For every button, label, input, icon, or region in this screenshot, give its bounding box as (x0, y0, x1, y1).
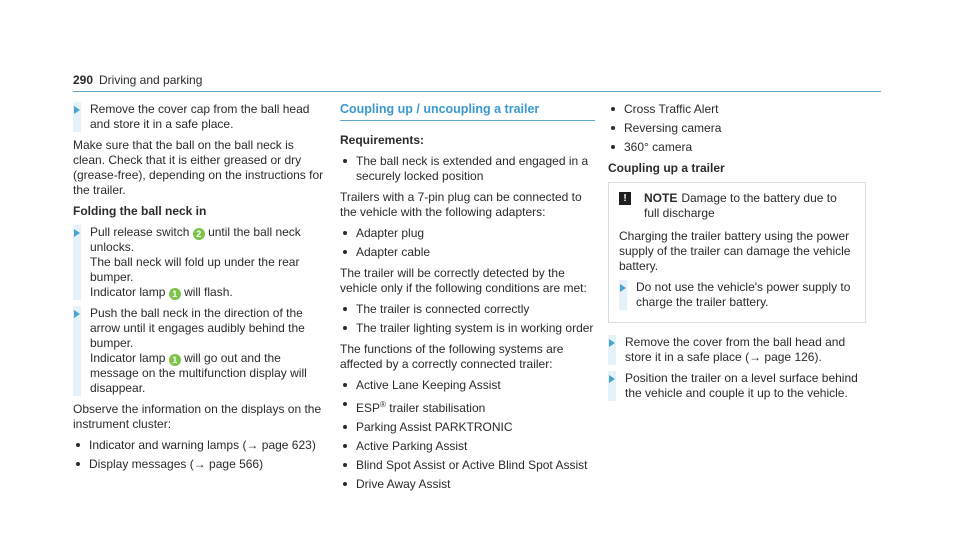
note-box (608, 182, 866, 323)
column-middle (340, 102, 595, 498)
list-item: Blind Spot Assist or Active Blind Spot Assist (340, 458, 595, 473)
page-number: 290 (73, 73, 94, 87)
step-arrow-icon (74, 106, 80, 114)
list-item: Adapter plug (340, 226, 595, 241)
section-heading: Coupling up / uncoupling a trailer (340, 102, 595, 121)
bullet-list (340, 154, 595, 184)
step-arrow-icon (609, 375, 615, 383)
page-reference-link[interactable]: (→ page 566) (189, 457, 264, 471)
callout-1-icon: 1 (169, 288, 181, 300)
list-item: ESP® trailer stabilisation (340, 397, 595, 416)
list-item: 360° camera (608, 140, 866, 155)
page-reference-link[interactable]: (→ page 623) (242, 438, 316, 452)
column-left (73, 102, 328, 478)
subheading-coupling: Coupling up a trailer (608, 161, 725, 175)
bullet-list (340, 378, 595, 492)
note-body: Charging the trailer battery using the power supply of the trailer can damage the vehicle battery. (619, 229, 851, 273)
column-right (608, 102, 866, 407)
list-item: Active Parking Assist (340, 439, 595, 454)
bullet-list (608, 102, 866, 155)
list-item: Cross Traffic Alert (608, 102, 866, 117)
list-item: The trailer lighting system is in working order (340, 321, 595, 336)
list-item: Display messages (→ page 566) (73, 457, 328, 472)
callout-1-icon: 1 (169, 354, 181, 366)
instruction-step: Remove the cover cap from the ball head and store it in a safe place. (73, 102, 328, 132)
list-item: The ball neck is extended and engaged in a securely locked position (340, 154, 595, 184)
instruction-step: Remove the cover from the ball head and store it in a safe place (→ page 126). (608, 335, 866, 365)
instruction-step: Do not use the vehicle's power supply to charge the trailer battery. (619, 280, 855, 310)
running-title: Driving and parking (99, 73, 203, 87)
paragraph: Trailers with a 7-pin plug can be connected to the vehicle with the following adapters: (340, 190, 582, 219)
warning-icon: ! (619, 192, 631, 205)
header-rule (73, 91, 881, 92)
list-item: Indicator and warning lamps (→ page 623) (73, 438, 328, 453)
page-reference-link[interactable]: (→ page 126). (745, 350, 822, 364)
list-item: Active Lane Keeping Assist (340, 378, 595, 393)
list-item: Parking Assist PARKTRONIC (340, 420, 595, 435)
bullet-list (73, 438, 328, 472)
subheading-requirements: Requirements: (340, 133, 425, 147)
instruction-step: Push the ball neck in the direction of the arrow until it engages audibly behind the bumper. Indicator lamp 1 will go out and the message on the multifunction display will disappear. (73, 306, 328, 396)
list-item: Adapter cable (340, 245, 595, 260)
note-title: Damage to the battery due to full discharge (644, 191, 837, 220)
note-label: NOTE (644, 191, 678, 205)
step-arrow-icon (74, 310, 80, 318)
bullet-list (340, 226, 595, 260)
step-arrow-icon (620, 284, 626, 292)
step-arrow-icon (74, 229, 80, 237)
list-item: The trailer is connected correctly (340, 302, 595, 317)
paragraph: The functions of the following systems are affected by a correctly connected trailer: (340, 342, 564, 371)
page-header (73, 0, 881, 93)
instruction-step: Pull release switch 2 until the ball neck unlocks. The ball neck will fold up under the rear bumper. Indicator lamp 1 will flash. (73, 225, 328, 300)
list-item: Reversing camera (608, 121, 866, 136)
step-arrow-icon (609, 339, 615, 347)
list-item: Drive Away Assist (340, 477, 595, 492)
callout-2-icon: 2 (193, 228, 205, 240)
instruction-step: Position the trailer on a level surface behind the vehicle and couple it up to the vehicle. (608, 371, 866, 401)
subheading-folding: Folding the ball neck in (73, 204, 207, 218)
paragraph: Make sure that the ball on the ball neck is clean. Check that it is either greased or dry (grease-free), depending on the instructions for the trailer. (73, 138, 324, 197)
bullet-list (340, 302, 595, 336)
paragraph: The trailer will be correctly detected by the vehicle only if the following conditions are met: (340, 266, 587, 295)
paragraph: Observe the information on the displays on the instrument cluster: (73, 402, 322, 431)
